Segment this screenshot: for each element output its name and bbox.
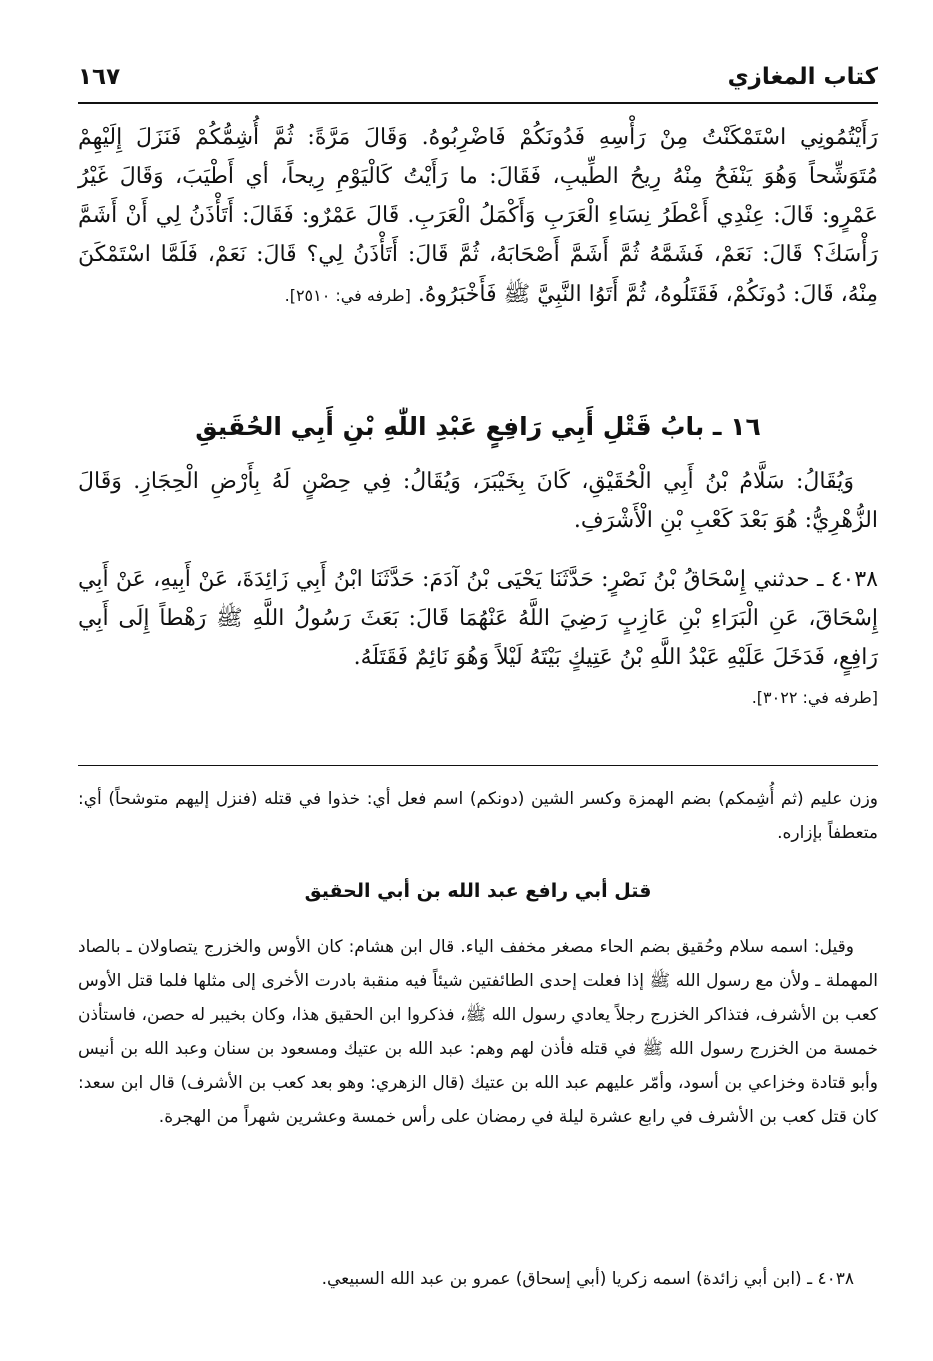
hadith-4038-ref: [طرفه في: ٣٠٢٢]. xyxy=(751,688,878,708)
book-title: كتاب المغازي xyxy=(727,64,878,90)
hadith-4038 xyxy=(78,560,878,717)
hadith-top-text: رَأَيْتُمُونِي اسْتَمْكَنْتُ مِنْ رَأْسِهِ فَدُونَكُمْ فَاضْرِبُوهُ. وَقَالَ مَرَّةً: ثُمَّ أُشِمُّكُمْ فَنَزَلَ إِلَيْهِمْ مُتَوَشِّحاً وَهُوَ يَنْفَحُ مِنْهُ رِيحُ الطِّيبِ، فَقَالَ: ما رَأَيْتُ كَالْيَوْمِ رِيحاً، أي أَطْيَبَ، وَقَالَ غَيْرُ عَمْرٍو: قَالَ: عِنْدِي أَعْطَرُ نِسَاءِ الْعَرَبِ وَأَكْمَلُ الْعَرَبِ. قَالَ عَمْرٌو: فَقَالَ: أَتَأْذَنُ لِي أَنْ أَشَمَّ رَأْسَكَ؟ قَالَ: نَعَمْ، فَشَمَّهُ ثُمَّ أَشَمَّ أَصْحَابَهُ، ثُمَّ قَالَ: أَتَأْذَنُ لِي؟ قَالَ: نَعَمْ، فَلَمَّا اسْتَمْكَنَ مِنْهُ، قَالَ: دُونَكُمْ، فَقَتَلُوهُ، ثُمَّ أَتَوُا النَّبِيَّ ﷺ فَأَخْبَرُوهُ. xyxy=(78,125,878,307)
commentary-note-4038-text: ٤٠٣٨ ـ (ابن أبي زائدة) اسمه زكريا (أبي إسحاق) عمرو بن عبد الله السبيعي. xyxy=(321,1269,854,1289)
commentary-heading: قتل أبي رافع عبد الله بن أبي الحقيق xyxy=(304,880,652,902)
footnote-separator xyxy=(78,765,878,766)
commentary-gloss xyxy=(78,782,878,850)
commentary-body-text: وقيل: اسمه سلام وحُقيق بضم الحاء مصغر مخفف الياء. قال ابن هشام: كان الأوس والخزرج يتصاولان ـ بالصاد المهملة ـ ولأن مع رسول الله ﷺ إذا فعلت إحدى الطائفتين شيئاً فيه منقبة بادرت الأخرى إلى مثلها فلما قتل الأوس كعب بن الأشرف، فتذاكر الخزرج رجلاً يعادي رسول الله ﷺ، فذكروا ابن الحقيق هذا، وكان بخيبر له حصن، فاستأذن خمسة من الخزرج رسول الله ﷺ في قتله فأذن لهم وهم: عبد الله بن عتيك ومسعود بن سنان وعبد الله بن أنيس وأبو قتادة وخزاعي بن أسود، وأمّر عليهم عبد الله بن عتيك (قال الزهري: وهو بعد كعب بن الأشرف) قال ابن سعد: كان قتل كعب بن الأشرف في رابع عشرة ليلة في رمضان على رأس خمسة وعشرين شهراً من الهجرة. xyxy=(78,937,878,1127)
hadith-continuation xyxy=(78,118,878,314)
commentary-body xyxy=(78,930,878,1134)
chapter-intro xyxy=(78,462,878,540)
hadith-top-ref: [طرفه في: ٢٥١٠]. xyxy=(284,285,411,305)
page-number: ١٦٧ xyxy=(78,64,121,90)
page-header xyxy=(78,58,878,104)
hadith-4038-text: ٤٠٣٨ ـ حدثني إِسْحَاقُ بْنُ نَصْرٍ: حَدَّثَنَا يَحْيَى بْنُ آدَمَ: حَدَّثَنَا ابْنُ أَبِي زَائِدَةَ، عَنْ أَبِيهِ، عَنْ أَبِي إِسْحَاقَ، عَنِ الْبَرَاءِ بْنِ عَازِبٍ رَضِيَ اللَّهُ عَنْهُمَا قَالَ: بَعَثَ رَسُولُ اللَّهِ ﷺ رَهْطاً إِلَى أَبِي رَافِعٍ، فَدَخَلَ عَلَيْهِ عَبْدُ اللَّهِ بْنُ عَتِيكٍ بَيْتَهُ لَيْلاً وَهُوَ نَائِمٌ فَقَتَلَهُ. xyxy=(78,567,878,671)
commentary-gloss-text: وزن عليم (ثم أُشِمكم) بضم الهمزة وكسر الشين (دونكم) اسم فعل أي: خذوا في قتله (فنزل إليهم متوشحاً) أي: متعطفاً بإزاره. xyxy=(78,789,878,843)
commentary-note-4038 xyxy=(78,1262,878,1296)
chapter-heading: ١٦ ـ بابُ قَتْلِ أَبِي رَافِعٍ عَبْدِ اللّٰهِ بْنِ أَبِي الحُقَيقِ xyxy=(195,412,761,441)
chapter-intro-text: وَيُقَالُ: سَلَّامُ بْنُ أَبِي الْحُقَيْقِ، كَانَ بِخَيْبَرَ، وَيُقَالُ: فِي حِصْنٍ لَهُ بِأَرْضِ الْحِجَازِ. وَقَالَ الزُّهْرِيُّ: هُوَ بَعْدَ كَعْبِ بْنِ الْأَشْرَفِ. xyxy=(78,469,878,534)
